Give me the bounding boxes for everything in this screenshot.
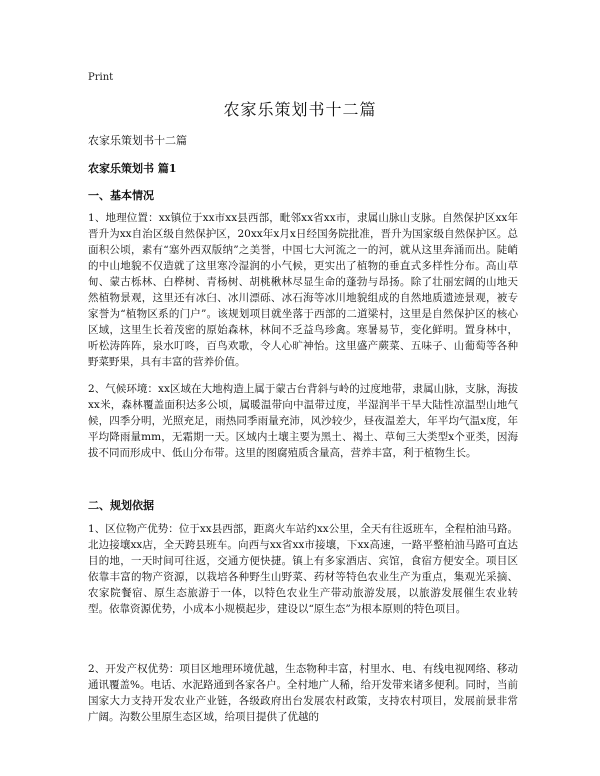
section-heading-basic-info: 一、基本情况 <box>88 189 154 202</box>
paragraph-climate: 2、气候环境：xx区域在大地构造上属于蒙古台背斜与岭的过度地带，隶属山脉，支脉，海拔xx米，森林覆盖面积达多公顷，属暖温带向中温带过度，半湿润半干旱大陆性凉温型山地气候，四季分明，光照充足，雨热同季雨量充沛，风沙较少，昼夜温差大，年平均气温x度，年平均降雨量mm，无霜期一天。区域内土壤主要为黑土、褐土、草甸三大类型x个亚类，因海拔不同而形成中、低山分布带。这里的图腐殖质含量高，营养丰富，利于植物生长。 <box>88 383 518 459</box>
section-heading-planning-basis: 二、规划依据 <box>88 499 154 512</box>
document-subtitle: 农家乐策划书十二篇 <box>88 134 187 147</box>
article-heading: 农家乐策划书 篇1 <box>88 162 177 175</box>
paragraph-location: 1、地理位置：xx镇位于xx市xx县西部，毗邻xx省xx市，隶属山脉山支脉。自然保护区xx年晋升为xx自治区级自然保护区，20xx年x月x日经国务院批准，晋升为国家级自然保护区。总面积公顷，素有“塞外西双版纳”之美誉，中国七大河流之一的河，就从这里奔涌而出。陡峭的中山地貌不仅造就了这里寒冷湿润的小气候，更实出了植物的垂直式多样性分布。高山草甸、蒙古栎林、白桦树、青杨树、胡桃楸林尽显生命的蓬勃与昂扬。除了壮丽宏阔的山地天然植物景观，这里还有冰臼、冰川漂砾、冰石海等冰川地貌组成的自然地质遗迹景观，被专家誉为“植物区系的门户”。该规划项目就坐落于西部的二道梁村，这里是自然保护区的核心区域，这里生长着茂密的原始森林，林间不乏益鸟珍禽。寒暑易节，变化鲜明。置身林中，听松涛阵阵，泉水叮咚，百鸟欢歌，令人心旷神怡。这里盛产蕨菜、五味子、山葡萄等各种野菜野果，具有丰富的营养价值。 <box>88 212 518 368</box>
document-title: 农家乐策划书十二篇 <box>223 100 377 119</box>
print-label[interactable]: Print <box>88 72 114 83</box>
paragraph-development-advantage: 2、开发产权优势：项目区地理环境优越，生态物种丰富，村里水、电、有线电视网络、移动通讯覆盖%。电话、水泥路通到各家各户。全村地广人稀，给开发带来诸多便利。同时，当前国家大力支持开发农业产业链，各级政府出台发展农村政策，支持农村项目，发展前景非常广阔。沟数公里原生态区域，给项目提供了优越的 <box>88 663 518 723</box>
paragraph-region-advantage: 1、区位物产优势：位于xx县西部，距离火车站约xx公里，全天有往返班车，全程柏油马路。北边接壤xx店，全天跨县班车。向西与xx省xx市接壤，下xx高速，一路平整柏油马路可直达目的地，一天时间可往返，交通方便快捷。镇上有多家酒店、宾馆，食宿方便安全。项目区依靠丰富的物产资源，以栽培各种野生山野菜、药材等特色农业生产为重点，集观光采摘、农家院餐宿、原生态旅游于一体，以特色农业生产带动旅游发展，以旅游发展催生农业转型。依靠资源优势，小成本小规模起步，建设以“原生态”为根本原则的特色项目。 <box>88 523 518 615</box>
